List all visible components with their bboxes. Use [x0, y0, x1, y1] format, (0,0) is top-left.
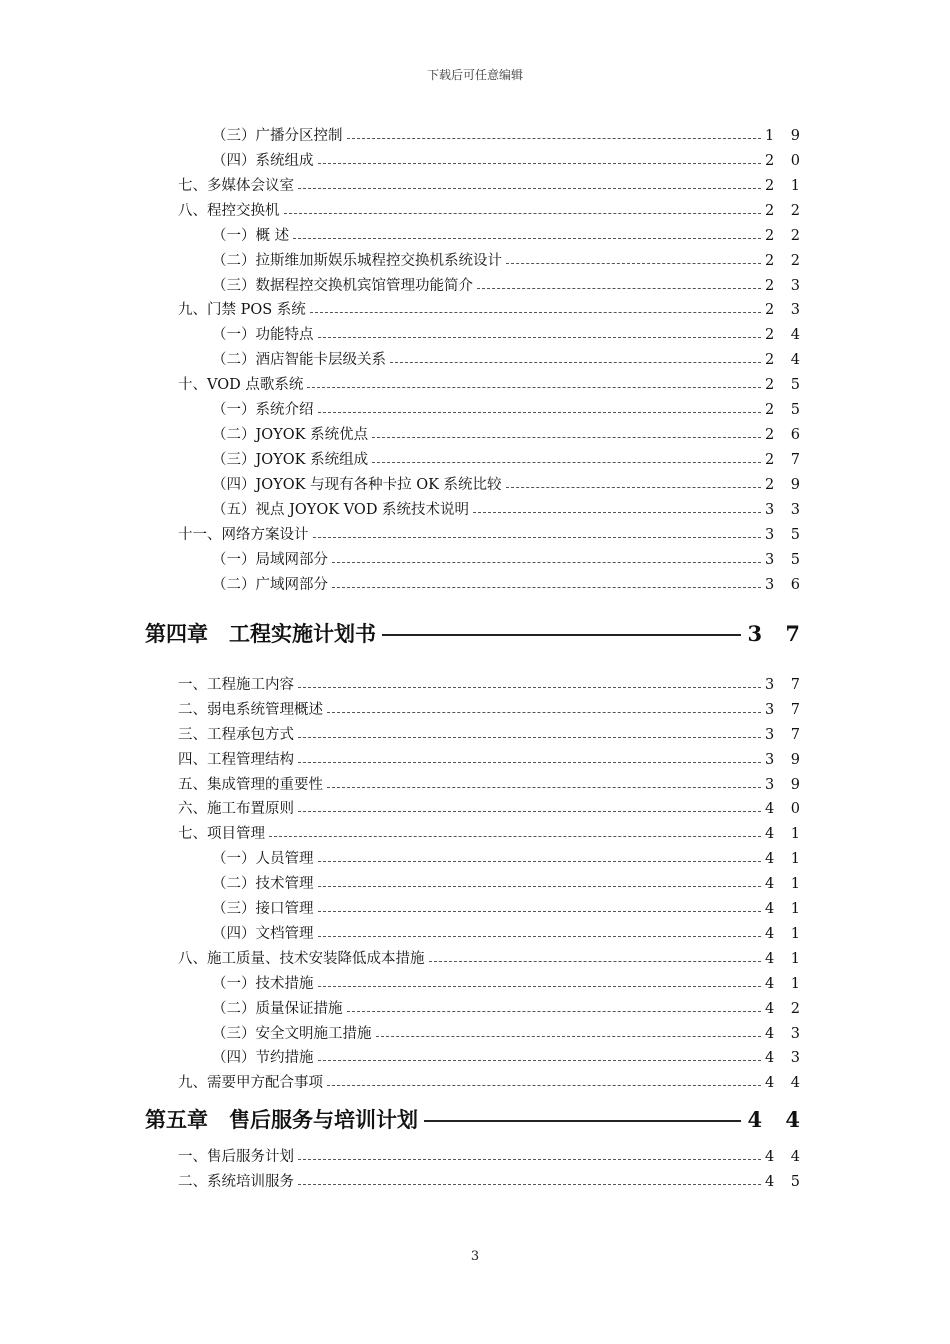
toc-entry[interactable]: [212, 226, 806, 246]
toc-entry[interactable]: [212, 151, 806, 171]
toc-entry-title: （二）拉斯维加斯娱乐城程控交换机系统设计: [212, 253, 502, 269]
toc-entry-title: 八、施工质量、技术安装降低成本措施: [178, 951, 425, 967]
toc-entry[interactable]: [212, 550, 806, 570]
toc-leader-line: [372, 436, 761, 438]
toc-entry[interactable]: [178, 1147, 806, 1167]
toc-leader-line: [318, 162, 761, 164]
toc-entry-title: （四）系统组成: [212, 153, 314, 169]
page-header: 下载后可任意编辑: [426, 68, 523, 82]
toc-entry[interactable]: [212, 400, 806, 420]
toc-entry-page-number: 2 4: [764, 327, 806, 343]
toc-entry-title: （一）系统介绍: [212, 402, 314, 418]
toc-entry-page-number: 4 1: [764, 901, 806, 917]
toc-leader-line: [318, 985, 761, 987]
toc-entry[interactable]: [212, 475, 806, 495]
toc-entry[interactable]: [212, 325, 806, 345]
toc-leader-line: [347, 137, 761, 139]
toc-entry[interactable]: [178, 300, 806, 320]
toc-entry-page-number: 3 7: [747, 621, 808, 646]
toc-entry-page-number: 4 5: [764, 1174, 806, 1190]
toc-entry-page-number: 2 6: [764, 427, 806, 443]
toc-leader-line: [376, 1035, 761, 1037]
toc-entry-title: （一）概 述: [212, 228, 290, 244]
toc-entry[interactable]: [178, 176, 806, 196]
toc-entry-title: （三）广播分区控制: [212, 128, 343, 144]
toc-leader-line: [298, 1183, 761, 1185]
toc-entry-page-number: 3 9: [764, 752, 806, 768]
toc-entry-page-number: 2 3: [764, 278, 806, 294]
toc-entry-page-number: 4 1: [764, 876, 806, 892]
toc-entry[interactable]: [212, 974, 806, 994]
toc-entry-title: 第五章 售后服务与培训计划: [145, 1107, 418, 1132]
toc-entry-title: 四、工程管理结构: [178, 752, 294, 768]
toc-leader-line: [506, 262, 761, 264]
toc-leader-line: [307, 386, 761, 388]
toc-entry[interactable]: [212, 450, 806, 470]
toc-entry-page-number: 4 4: [747, 1107, 808, 1132]
toc-entry-page-number: 3 9: [764, 777, 806, 793]
toc-entry-title: 十、VOD 点歌系统: [178, 377, 304, 393]
toc-entry-title: （二）广域网部分: [212, 577, 328, 593]
toc-entry[interactable]: [178, 700, 806, 720]
toc-entry-page-number: 2 2: [764, 228, 806, 244]
toc-entry-title: （四）JOYOK 与现有各种卡拉 OK 系统比较: [212, 477, 502, 493]
toc-entry[interactable]: [178, 1172, 806, 1192]
toc-entry-title: （一）功能特点: [212, 327, 314, 343]
toc-entry[interactable]: [212, 924, 806, 944]
toc-entry[interactable]: [212, 350, 806, 370]
toc-entry[interactable]: [178, 525, 806, 545]
toc-leader-line: [429, 960, 761, 962]
toc-entry-page-number: 2 1: [764, 178, 806, 194]
toc-entry[interactable]: [178, 775, 806, 795]
toc-entry-title: （一）人员管理: [212, 851, 314, 867]
toc-entry-page-number: 4 3: [764, 1050, 806, 1066]
toc-entry[interactable]: [212, 126, 806, 146]
toc-entry[interactable]: [212, 899, 806, 919]
toc-entry-page-number: 4 1: [764, 951, 806, 967]
toc-entry-page-number: 2 5: [764, 402, 806, 418]
toc-leader-line: [318, 1059, 761, 1061]
toc-entry[interactable]: [178, 375, 806, 395]
toc-entry[interactable]: [178, 949, 806, 969]
toc-entry-title: （一）局域网部分: [212, 552, 328, 568]
toc-leader-line: [269, 835, 761, 837]
toc-entry[interactable]: [178, 824, 806, 844]
toc-entry-title: （三）安全文明施工措施: [212, 1026, 372, 1042]
toc-entry-page-number: 4 3: [764, 1026, 806, 1042]
toc-leader-line: [332, 561, 761, 563]
toc-entry-title: 九、需要甲方配合事项: [178, 1075, 323, 1091]
toc-entry-title: （三）JOYOK 系统组成: [212, 452, 369, 468]
toc-leader-line: [318, 935, 761, 937]
toc-entry-page-number: 1 9: [764, 128, 806, 144]
toc-entry[interactable]: [212, 425, 806, 445]
toc-leader-line: [318, 910, 761, 912]
toc-entry-page-number: 2 5: [764, 377, 806, 393]
toc-entry-page-number: 4 0: [764, 801, 806, 817]
toc-entry-title: （一）技术措施: [212, 976, 314, 992]
toc-entry-title: 十一、网络方案设计: [178, 527, 309, 543]
toc-entry-page-number: 2 7: [764, 452, 806, 468]
toc-entry-title: 九、门禁 POS 系统: [178, 302, 306, 318]
toc-leader-line: [298, 761, 761, 763]
toc-entry-title: 六、施工布置原则: [178, 801, 294, 817]
toc-entry-title: 二、弱电系统管理概述: [178, 702, 323, 718]
toc-chapter-entry[interactable]: [145, 619, 808, 649]
toc-entry-page-number: 3 3: [764, 502, 806, 518]
toc-entry-title: （二）技术管理: [212, 876, 314, 892]
toc-entry-title: （四）节约措施: [212, 1050, 314, 1066]
toc-entry-page-number: 4 1: [764, 926, 806, 942]
toc-entry-title: 五、集成管理的重要性: [178, 777, 323, 793]
toc-entry-page-number: 4 4: [764, 1075, 806, 1091]
toc-entry-page-number: 4 1: [764, 851, 806, 867]
toc-entry-title: 七、项目管理: [178, 826, 265, 842]
toc-entry-title: 三、工程承包方式: [178, 727, 294, 743]
toc-leader-line: [382, 633, 741, 636]
toc-entry-title: 第四章 工程实施计划书: [145, 621, 376, 646]
toc-entry-page-number: 3 7: [764, 727, 806, 743]
toc-entry[interactable]: [178, 1073, 806, 1093]
toc-entry-title: （三）接口管理: [212, 901, 314, 917]
toc-entry[interactable]: [212, 276, 806, 296]
toc-entry-page-number: 3 7: [764, 702, 806, 718]
toc-entry-page-number: 4 1: [764, 826, 806, 842]
toc-leader-line: [298, 810, 761, 812]
toc-leader-line: [327, 1084, 761, 1086]
toc-leader-line: [293, 237, 761, 239]
toc-entry[interactable]: [178, 201, 806, 221]
toc-leader-line: [318, 860, 761, 862]
toc-entry-title: （三）数据程控交换机宾馆管理功能简介: [212, 278, 473, 294]
toc-entry-page-number: 2 4: [764, 352, 806, 368]
toc-entry[interactable]: [178, 725, 806, 745]
toc-leader-line: [284, 212, 761, 214]
toc-entry[interactable]: [212, 874, 806, 894]
toc-entry-page-number: 2 9: [764, 477, 806, 493]
toc-leader-line: [390, 361, 761, 363]
toc-entry-title: （四）文档管理: [212, 926, 314, 942]
toc-entry-page-number: 2 3: [764, 302, 806, 318]
toc-leader-line: [310, 311, 761, 313]
toc-entry[interactable]: [212, 575, 806, 595]
toc-leader-line: [318, 885, 761, 887]
toc-entry-page-number: 3 5: [764, 527, 806, 543]
toc-entry[interactable]: [212, 251, 806, 271]
toc-entry-page-number: 4 4: [764, 1149, 806, 1165]
toc-entry-title: 二、系统培训服务: [178, 1174, 294, 1190]
toc-entry-page-number: 3 6: [764, 577, 806, 593]
toc-entry-title: 八、程控交换机: [178, 203, 280, 219]
toc-entry[interactable]: [178, 799, 806, 819]
toc-chapter-entry[interactable]: [145, 1105, 808, 1135]
toc-entry-title: 一、工程施工内容: [178, 677, 294, 693]
toc-leader-line: [347, 1010, 761, 1012]
toc-leader-line: [477, 287, 761, 289]
toc-leader-line: [298, 736, 761, 738]
toc-entry-page-number: 3 7: [764, 677, 806, 693]
toc-entry-title: （五）视点 JOYOK VOD 系统技术说明: [212, 502, 470, 518]
toc-leader-line: [327, 711, 761, 713]
toc-leader-line: [298, 187, 761, 189]
toc-entry-title: （二）JOYOK 系统优点: [212, 427, 369, 443]
toc-entry[interactable]: [212, 849, 806, 869]
toc-entry[interactable]: [212, 1048, 806, 1068]
toc-entry-title: （二）酒店智能卡层级关系: [212, 352, 386, 368]
toc-entry[interactable]: [178, 750, 806, 770]
toc-entry[interactable]: [212, 999, 806, 1019]
toc-leader-line: [473, 511, 761, 513]
toc-leader-line: [318, 336, 761, 338]
toc-leader-line: [298, 686, 761, 688]
toc-entry[interactable]: [178, 675, 806, 695]
toc-entry-title: 七、多媒体会议室: [178, 178, 294, 194]
toc-entry-page-number: 2 2: [764, 203, 806, 219]
toc-leader-line: [424, 1119, 741, 1122]
toc-leader-line: [298, 1158, 761, 1160]
toc-leader-line: [327, 786, 761, 788]
toc-leader-line: [318, 411, 761, 413]
toc-entry-page-number: 2 2: [764, 253, 806, 269]
toc-leader-line: [372, 461, 761, 463]
toc-entry-page-number: 4 1: [764, 976, 806, 992]
toc-entry-title: （二）质量保证措施: [212, 1001, 343, 1017]
toc-leader-line: [506, 486, 761, 488]
toc-entry-page-number: 3 5: [764, 552, 806, 568]
toc-leader-line: [313, 536, 761, 538]
page-number: 3: [470, 1249, 480, 1264]
toc-entry-title: 一、售后服务计划: [178, 1149, 294, 1165]
toc-entry[interactable]: [212, 500, 806, 520]
toc-entry-page-number: 2 0: [764, 153, 806, 169]
toc-entry[interactable]: [212, 1024, 806, 1044]
toc-entry-page-number: 4 2: [764, 1001, 806, 1017]
toc-leader-line: [332, 586, 761, 588]
